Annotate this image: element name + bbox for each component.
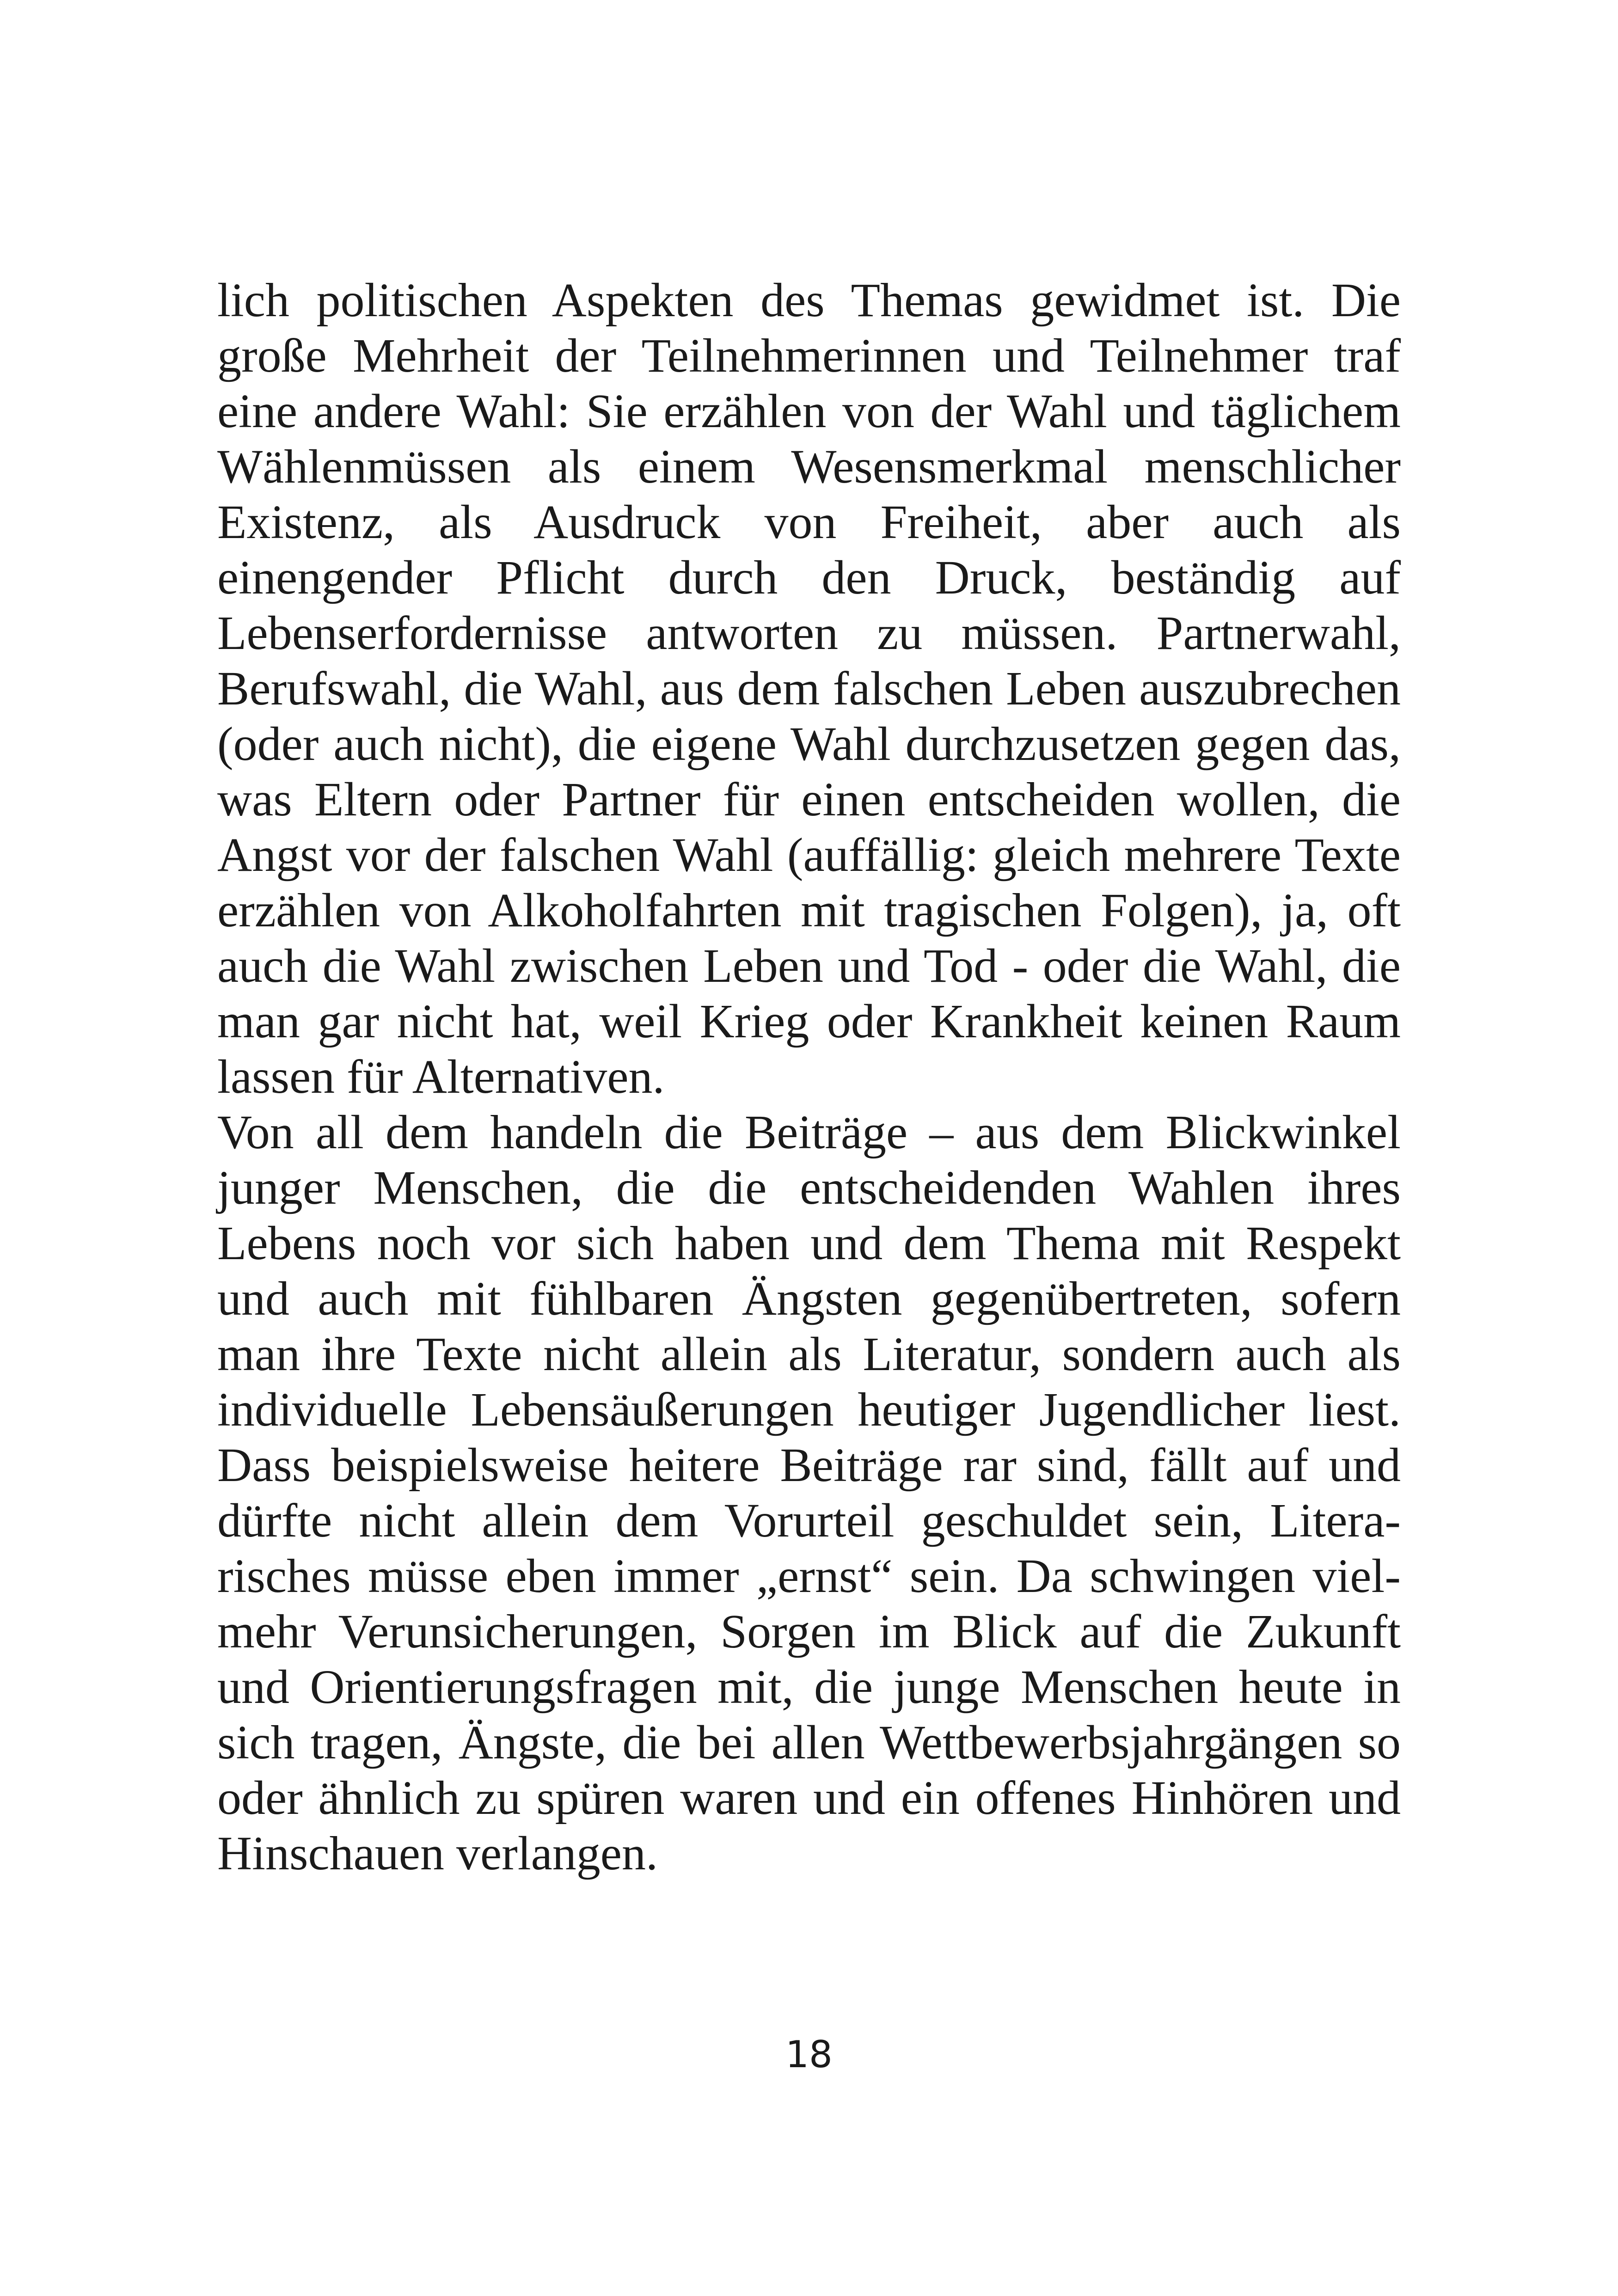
text-line: mehr Verunsicherungen, Sorgen im Blick auf die Zukunft — [217, 1605, 1401, 1658]
text-line: junger Menschen, die die entscheidenden Wahlen ihres — [217, 1161, 1401, 1214]
paragraph-end-line: Hinschauen verlangen. — [217, 1827, 658, 1880]
text-line: erzählen von Alkoholfahrten mit tragischen Folgen), ja, oft — [217, 884, 1401, 937]
text-line: Existenz, als Ausdruck von Freiheit, aber auch als — [217, 496, 1401, 549]
text-line: Lebens noch vor sich haben und dem Thema mit Respekt — [217, 1217, 1401, 1270]
text-line: und auch mit fühlbaren Ängsten gegenübertreten, sofern — [217, 1272, 1401, 1325]
text-line: eine andere Wahl: Sie erzählen von der Wahl und täglichem — [217, 385, 1401, 438]
body-text — [217, 273, 1401, 1881]
text-line: auch die Wahl zwischen Leben und Tod - oder die Wahl, die — [217, 939, 1401, 992]
text-line: einengender Pflicht durch den Druck, beständig auf — [217, 551, 1401, 604]
text-line: man gar nicht hat, weil Krieg oder Krankheit keinen Raum — [217, 995, 1401, 1048]
text-line: was Eltern oder Partner für einen entscheiden wollen, die — [217, 773, 1401, 826]
text-line: sich tragen, Ängste, die bei allen Wettbewerbsjahrgängen so — [217, 1716, 1401, 1769]
text-line: (oder auch nicht), die eigene Wahl durchzusetzen gegen das, — [217, 717, 1401, 771]
text-line: oder ähnlich zu spüren waren und ein offenes Hinhören und — [217, 1771, 1401, 1825]
text-line: Von all dem handeln die Beiträge – aus dem Blickwinkel — [217, 1106, 1401, 1159]
text-line: man ihre Texte nicht allein als Literatur, sondern auch als — [217, 1328, 1401, 1381]
text-line: individuelle Lebensäußerungen heutiger Jugendlicher liest. — [217, 1383, 1401, 1436]
text-line: Wählenmüssen als einem Wesensmerkmal menschlicher — [217, 440, 1401, 493]
text-line: Angst vor der falschen Wahl (auffällig: gleich mehrere Texte — [217, 828, 1401, 882]
text-line: Berufswahl, die Wahl, aus dem falschen Leben auszubrechen — [217, 662, 1401, 715]
text-line: und Orientierungsfragen mit, die junge Menschen heute in — [217, 1660, 1401, 1714]
text-line: große Mehrheit der Teilnehmerinnen und Teilnehmer traf — [217, 329, 1401, 382]
text-line: dürfte nicht allein dem Vorurteil geschuldet sein, Litera- — [217, 1494, 1401, 1547]
text-line: risches müsse eben immer „ernst“ sein. Da schwingen viel- — [217, 1549, 1401, 1603]
text-line: Lebenserfordernisse antworten zu müssen. Partnerwahl, — [217, 606, 1401, 660]
text-line: lich politischen Aspekten des Themas gewidmet ist. Die — [217, 274, 1401, 327]
page-number: 18 — [785, 2033, 833, 2076]
paragraph-end-line: lassen für Alternativen. — [217, 1050, 665, 1103]
text-line: Dass beispielsweise heitere Beiträge rar sind, fällt auf und — [217, 1439, 1401, 1492]
